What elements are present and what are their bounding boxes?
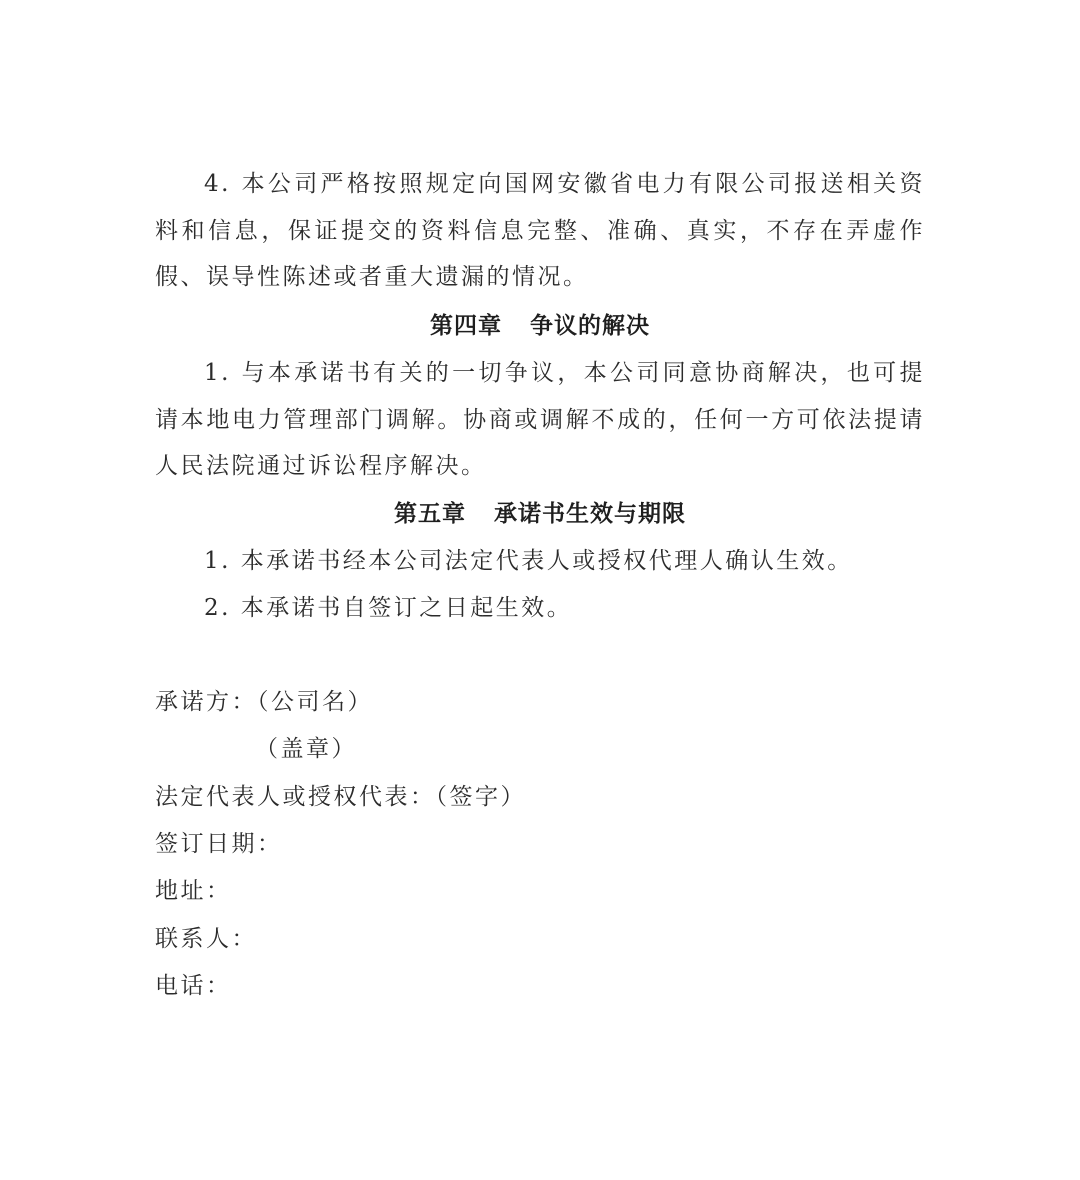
representative-line: 法定代表人或授权代表：（签字） <box>155 784 526 810</box>
chapter4-heading <box>155 310 925 342</box>
chapter5-heading <box>155 498 925 530</box>
promisor-line: 承诺方：（公司名） <box>155 689 373 715</box>
chapter4-number: 第四章 <box>430 313 502 339</box>
chapter5-item-2: 2. 本承诺书自签订之日起生效。 <box>204 595 573 621</box>
chapter4-item-1: 1. 与本承诺书有关的一切争议，本公司同意协商解决，也可提请本地电力管理部门调解。协商或调解不成的，任何一方可依法提请人民法院通过诉讼程序解决。 <box>155 360 925 479</box>
chapter5-item-1: 1. 本承诺书经本公司法定代表人或授权代理人确认生效。 <box>204 548 853 574</box>
chapter4-title: 争议的解决 <box>530 313 650 339</box>
address-line: 地址： <box>155 878 232 904</box>
contact-line: 联系人： <box>155 926 257 952</box>
sign-date-line: 签订日期： <box>155 831 283 857</box>
chapter5-number: 第五章 <box>394 501 466 527</box>
chapter3-item-4: 4. 本公司严格按照规定向国网安徽省电力有限公司报送相关资料和信息，保证提交的资料信息完整、准确、真实，不存在弄虚作假、误导性陈述或者重大遗漏的情况。 <box>155 171 925 290</box>
seal-line: （盖章） <box>255 736 357 762</box>
phone-line: 电话： <box>155 973 232 999</box>
chapter5-title: 承诺书生效与期限 <box>494 501 686 527</box>
